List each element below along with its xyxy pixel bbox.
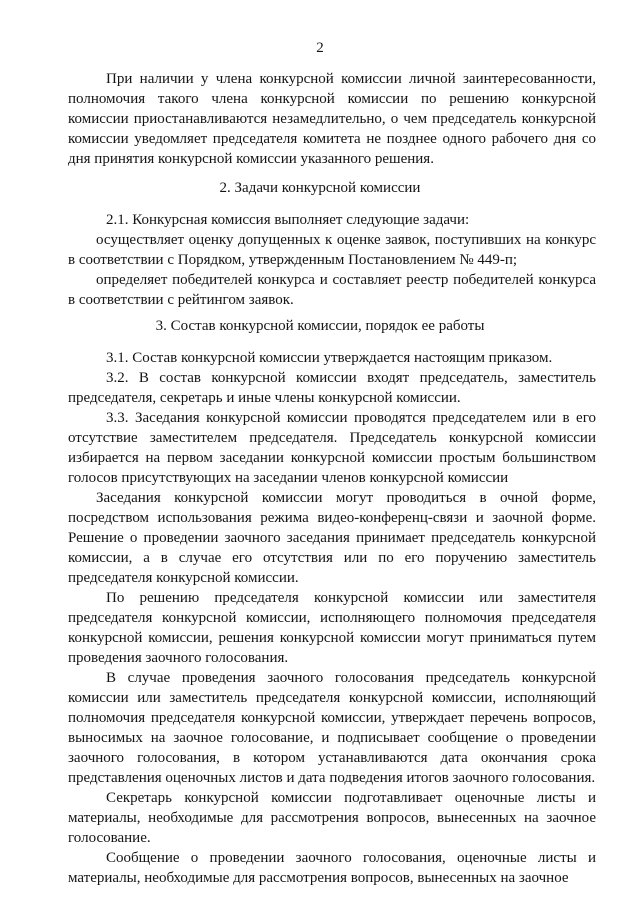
intro-block: [68, 69, 596, 169]
paragraph: 3.3. Заседания конкурсной комиссии проводятся председателем или в его отсутствие заместителем председателя. Председатель конкурсной комиссии избирается на первом заседании конкурсной комиссии простым большинством голосов присутствующих на заседании членов конкурсной комиссии: [68, 410, 596, 486]
paragraph: определяет победителей конкурса и составляет реестр победителей конкурса в соответствии с рейтингом заявок.: [68, 272, 596, 308]
paragraph: 3.1. Состав конкурсной комиссии утверждается настоящим приказом.: [106, 350, 553, 366]
paragraph: 3.2. В состав конкурсной комиссии входят председатель, заместитель председателя, секретарь и иные члены конкурсной комиссии.: [68, 370, 596, 406]
paragraph: При наличии у члена конкурсной комиссии личной заинтересованности, полномочия такого члена конкурсной комиссии по решению конкурсной комиссии приостанавливаются незамедлительно, о чем председатель конкурсной комиссии уведомляет председателя комитета не позднее одного рабочего дня со дня принятия конкурсной комиссии указанного решения.: [68, 71, 596, 167]
paragraph: По решению председателя конкурсной комиссии или заместителя председателя конкурсной комиссии, исполняющего полномочия председателя конкурсной комиссии, решения конкурсной комиссии могут приниматься путем проведения заочного голосования.: [68, 590, 596, 666]
paragraph: Секретарь конкурсной комиссии подготавливает оценочные листы и материалы, необходимые для рассмотрения вопросов, вынесенных на заочное голосование.: [68, 790, 596, 846]
paragraph: Сообщение о проведении заочного голосования, оценочные листы и материалы, необходимые для рассмотрения вопросов, вынесенных на заочное: [68, 850, 596, 886]
section-3-heading: 3. Состав конкурсной комиссии, порядок ее работы: [155, 318, 485, 334]
section-2-heading: 2. Задачи конкурсной комиссии: [219, 180, 421, 196]
paragraph: В случае проведения заочного голосования председатель конкурсной комиссии или заместитель председателя конкурсной комиссии, исполняющий полномочия председателя конкурсной комиссии, утверждает перечень вопросов, выносимых на заочное голосование, и подписывает сообщение о проведении заочного голосования, в котором устанавливаются дата окончания срока представления оценочных листов и дата подведения итогов заочного голосования.: [68, 670, 596, 786]
section-2-body: [68, 210, 596, 310]
page-number: 2: [316, 40, 324, 56]
paragraph: осуществляет оценку допущенных к оценке заявок, поступивших на конкурс в соответствии с Порядком, утвержденным Постановлением № 449-п;: [68, 232, 596, 268]
section-3-body: [68, 348, 596, 888]
paragraph: Заседания конкурсной комиссии могут проводиться в очной форме, посредством использования режима видео-конференц-связи и заочной форме. Решение о проведении заочного заседания принимает председатель конкурсной комиссии, а в случае его отсутствия или по его поручению заместитель председателя конкурсной комиссии.: [68, 490, 596, 586]
paragraph: 2.1. Конкурсная комиссия выполняет следующие задачи:: [106, 212, 470, 228]
